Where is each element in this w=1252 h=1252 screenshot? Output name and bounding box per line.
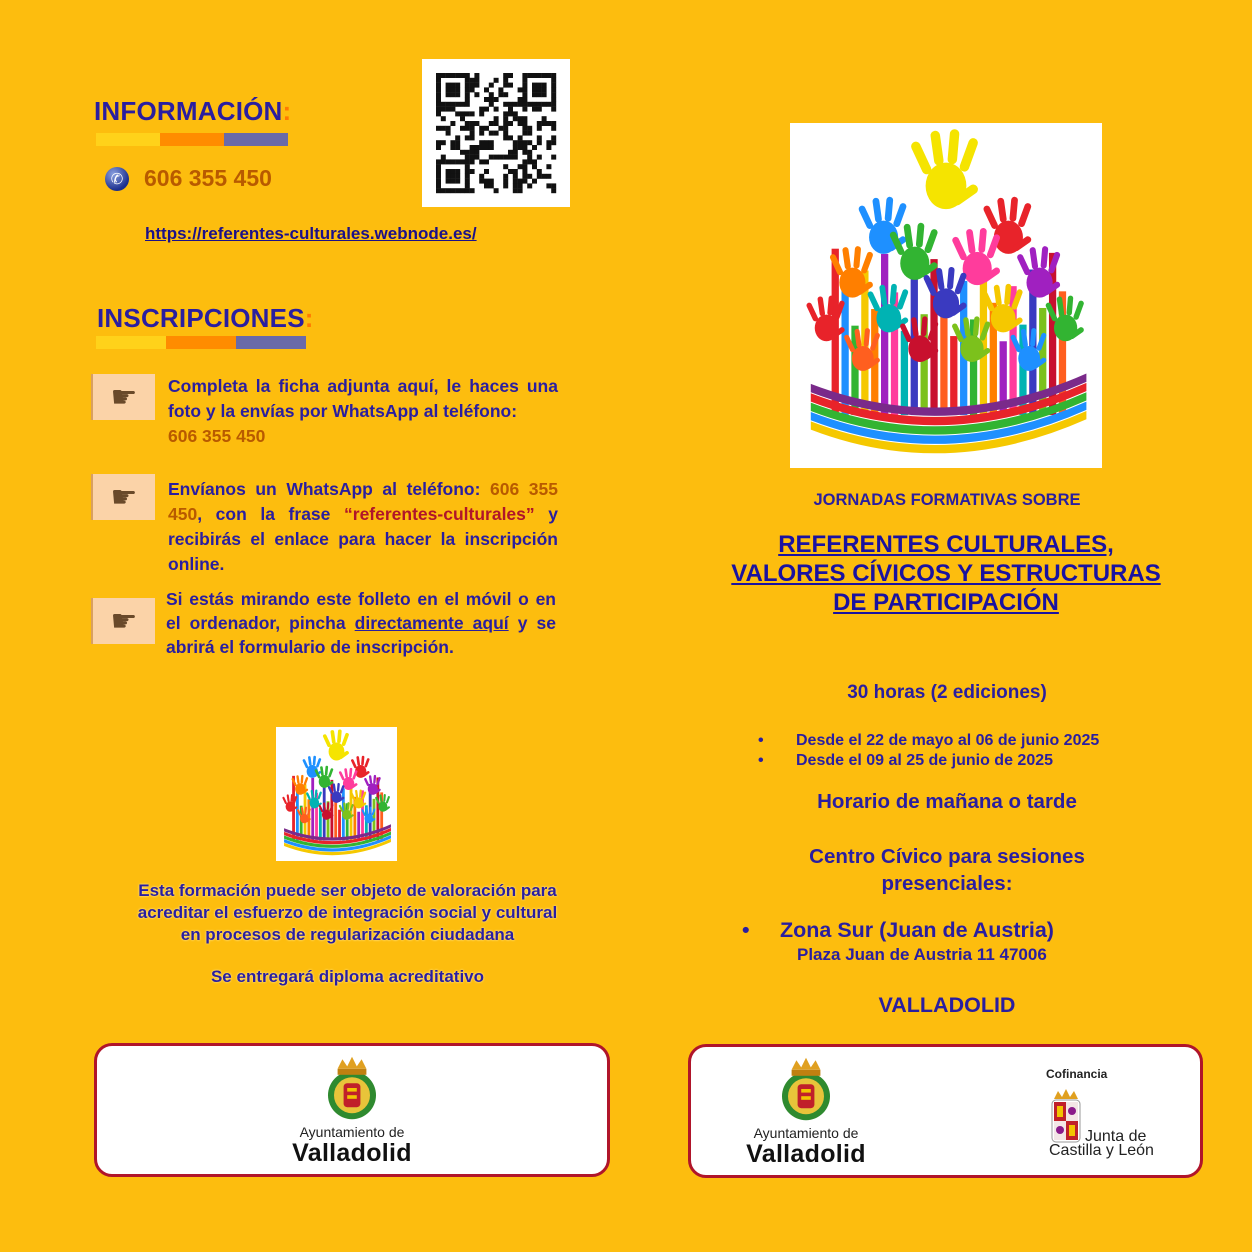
cofinancia-label: Cofinancia: [1046, 1067, 1108, 1081]
valoracion-note: Esta formación puede ser objeto de valoración para acreditar el esfuerzo de integración social y cultural en procesos de regularización ciudadana Se entregará diploma acreditativo: [100, 880, 595, 988]
sponsors-logo-box: [688, 1044, 1203, 1178]
cover-centro: Centro Cívico para sesiones presenciales:: [809, 845, 1085, 895]
pointing-hand-icon: ☛: [91, 374, 155, 420]
info-heading-bars: [96, 133, 288, 146]
date-item: • Desde el 09 al 25 de junio de 2025: [758, 752, 1054, 769]
raised-hands-illustration: [276, 727, 397, 861]
cover-dates-list: [758, 731, 1178, 771]
junta-logo-line2: Castilla y León: [1049, 1142, 1154, 1159]
diploma-note: Se entregará diploma acreditativo: [210, 967, 485, 986]
phone-icon: ✆: [105, 167, 129, 191]
inscripciones-heading: INSCRIPCIONES:: [97, 303, 314, 333]
cover-hours: 30 horas (2 ediciones): [847, 682, 1047, 703]
cover-city: VALLADOLID: [878, 993, 1016, 1017]
cover-title: REFERENTES CULTURALES, VALORES CÍVICOS Y ESTRUCTURAS DE PARTICIPACIÓN: [731, 531, 1161, 616]
info-website-link[interactable]: https://referentes-culturales.webnode.es/: [145, 224, 477, 243]
cover-subtitle: JORNADAS FORMATIVAS SOBRE: [813, 491, 1081, 509]
form-direct-link[interactable]: directamente aquí: [354, 613, 509, 633]
qr-code-icon[interactable]: [422, 59, 570, 207]
inscripciones-heading-bars: [96, 336, 306, 349]
valladolid-crest-icon: [316, 1052, 388, 1124]
ayuntamiento-logo-box: [94, 1043, 610, 1177]
valladolid-crest-icon: [770, 1053, 842, 1125]
castilla-leon-crest-icon: [1049, 1089, 1083, 1145]
info-phone-row: [105, 165, 272, 192]
info-phone-number[interactable]: 606 355 450: [144, 165, 272, 191]
cover-hands-illustration: [790, 123, 1102, 468]
pointing-hand-icon: ☛: [91, 598, 155, 644]
info-heading: INFORMACIÓN:: [94, 96, 292, 126]
ayuntamiento-logo: Ayuntamiento de Valladolid: [731, 1053, 881, 1167]
ayuntamiento-logo: Ayuntamiento de Valladolid: [97, 1052, 607, 1166]
inscripcion-option-2: Envíanos un WhatsApp al teléfono: 606 355 450, con la frase “referentes-culturales” y recibirás el enlace para hacer la inscripción online.: [168, 479, 558, 574]
cover-zona: • Zona Sur (Juan de Austria): [742, 918, 1054, 942]
inscripcion-option-3: Si estás mirando este folleto en el móvil o en el ordenador, pincha directamente aquí y se abrirá el formulario de inscripción.: [166, 589, 556, 657]
inscripcion-option-1: Completa la ficha adjunta aquí, le haces una foto y la envías por WhatsApp al teléfono: 606 355 450: [168, 376, 558, 446]
cover-address: Plaza Juan de Austria 11 47006: [797, 945, 1047, 964]
junta-logo: Junta de: [1049, 1089, 1146, 1145]
cover-schedule: Horario de mañana o tarde: [817, 790, 1077, 813]
date-item: • Desde el 22 de mayo al 06 de junio 2025: [758, 732, 1100, 749]
pointing-hand-icon: ☛: [91, 474, 155, 520]
